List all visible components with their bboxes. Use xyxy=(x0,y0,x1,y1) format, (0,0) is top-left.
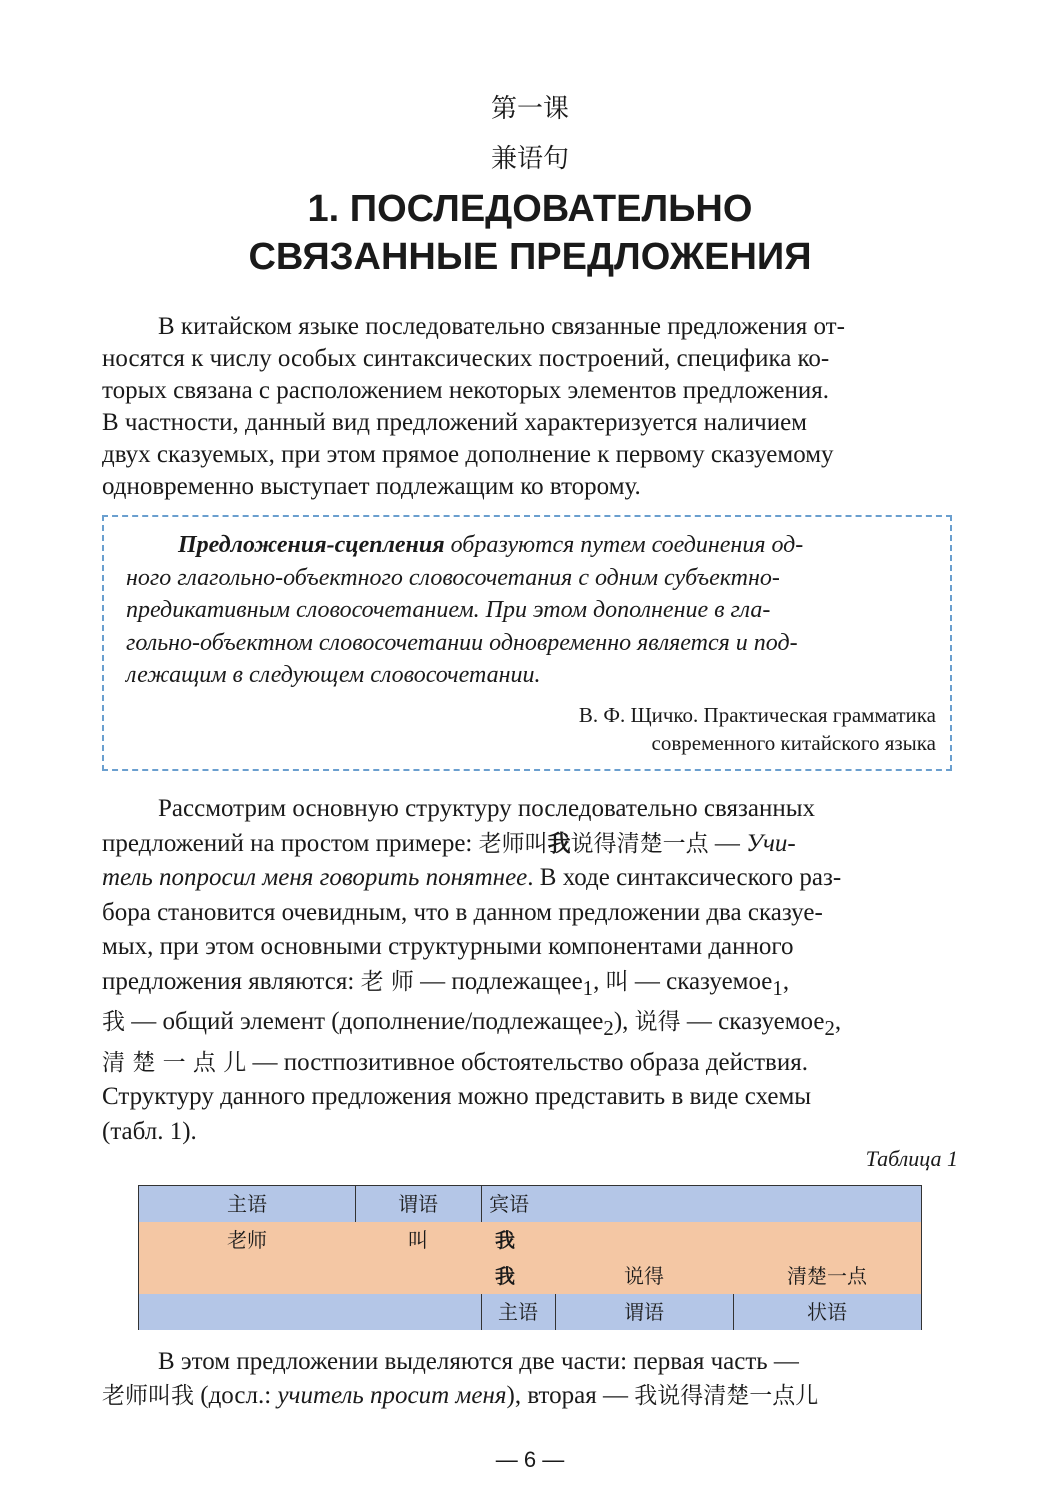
chinese-example: 我说得清楚一点儿 xyxy=(634,1383,819,1409)
analysis-line: Структуру данного предложения можно представить в виде схемы xyxy=(102,1083,812,1110)
text-span: предложений на простом примере: xyxy=(102,829,479,857)
subscript: 2 xyxy=(603,1016,614,1040)
table-cell: 叫 xyxy=(408,1228,428,1252)
structure-table xyxy=(138,1185,922,1330)
analysis-line xyxy=(102,965,958,1006)
quote-line-rest: образуются путем соединения од- xyxy=(444,532,804,558)
chinese-term: 叫 xyxy=(605,968,629,995)
page-number: — 6 — xyxy=(495,1447,565,1472)
table-cell: 我 xyxy=(495,1228,515,1252)
text-span: , xyxy=(593,967,606,995)
quote-text xyxy=(126,529,932,692)
table-caption: Таблица 1 xyxy=(865,1146,958,1171)
table-cell: 我 xyxy=(495,1264,515,1288)
subscript: 2 xyxy=(824,1016,835,1040)
quote-source xyxy=(579,701,936,757)
chinese-term: 我 xyxy=(102,1009,125,1035)
text-span: , xyxy=(782,967,790,995)
subscript: 1 xyxy=(772,975,783,1000)
analysis-line: (табл. 1). xyxy=(102,1117,197,1145)
chinese-example: 老师叫我 xyxy=(102,1383,194,1409)
text-span: ), вторая — xyxy=(506,1382,635,1409)
lesson-heading: 第一课 xyxy=(490,94,569,124)
closing-paragraph xyxy=(102,1345,958,1413)
closing-line: В этом предложении выделяются две части: первая часть — xyxy=(158,1348,799,1375)
text-span: — сказуемое xyxy=(680,1008,825,1035)
table-header-cell: 宾语 xyxy=(489,1192,529,1216)
table-cell: 老师 xyxy=(227,1228,267,1252)
title-line-1: 1. ПОСЛЕДОВАТЕЛЬНО xyxy=(307,188,753,230)
table-divider xyxy=(481,1186,482,1222)
intro-paragraph xyxy=(102,311,958,503)
quote-line: лежащим в следующем словосочетании. xyxy=(126,662,541,688)
table-header-cell: 谓语 xyxy=(398,1192,438,1216)
table-footer-cell: 谓语 xyxy=(624,1300,664,1324)
intro-line: В частности, данный вид предложений характеризуется наличием xyxy=(102,409,808,436)
intro-line: торых связана с расположением некоторых элементов предложения. xyxy=(102,377,830,404)
translation-italic: тель попросил меня говорить понятнее xyxy=(102,864,528,891)
analysis-line: мых, при этом основными структурными компонентами данного xyxy=(102,933,794,960)
text-span: — сказуемое xyxy=(628,967,773,995)
source-line: В. Ф. Щичко. Практическая грамматика xyxy=(578,703,936,727)
text-span: ), xyxy=(613,1008,635,1035)
translation-italic: Учи- xyxy=(746,829,796,857)
closing-line xyxy=(102,1379,958,1413)
text-span: предложения являются: xyxy=(102,967,361,995)
analysis-line: Рассмотрим основную структуру последовательно связанных xyxy=(158,795,816,822)
intro-line: одновременно выступает подлежащим ко второму. xyxy=(102,473,641,500)
text-span: . В ходе синтаксического раз- xyxy=(527,864,842,891)
chinese-example: 说得清楚一点 xyxy=(570,830,709,857)
topic-heading: 兼语句 xyxy=(490,144,569,174)
title-line-2: СВЯЗАННЫЕ ПРЕДЛОЖЕНИЯ xyxy=(248,236,812,278)
analysis-line xyxy=(102,1046,958,1081)
source-line: современного китайского языка xyxy=(651,731,936,755)
table-cell: 说得 xyxy=(624,1264,664,1288)
text-span: , xyxy=(834,1008,842,1035)
chinese-example: 老师叫 xyxy=(478,830,548,857)
quote-line: гольно-объектном словосочетании одновременно является и под- xyxy=(126,629,798,656)
chinese-term: 老 师 xyxy=(360,968,414,995)
text-span: — xyxy=(708,829,747,857)
text-span: (досл.: xyxy=(194,1382,278,1409)
definition-quote-box xyxy=(102,515,952,771)
quote-line xyxy=(126,529,932,562)
intro-line: В китайском языке последовательно связанные предложения от- xyxy=(158,313,845,340)
analysis-line xyxy=(102,861,958,896)
chinese-example-bold: 我 xyxy=(547,830,571,857)
translation-italic: учитель просит меня xyxy=(277,1382,507,1409)
table-header-cell: 主语 xyxy=(227,1192,267,1216)
analysis-line: бора становится очевидным, что в данном предложении два сказуе- xyxy=(102,898,823,926)
text-span: — подлежащее xyxy=(413,967,583,995)
chinese-term: 清 楚 一 点 儿 xyxy=(102,1049,247,1076)
analysis-line xyxy=(102,827,958,862)
analysis-paragraph xyxy=(102,792,958,1149)
analysis-line xyxy=(102,1005,958,1046)
page-title xyxy=(0,185,1060,281)
chinese-term: 说得 xyxy=(634,1009,681,1035)
table-cell: 清楚一点 xyxy=(787,1264,867,1288)
quote-line: ного глагольно-объектного словосочетания с одним субъектно- xyxy=(126,564,780,591)
table-footer-cell: 主语 xyxy=(498,1300,538,1324)
text-span: — постпозитивное обстоятельство образа действия. xyxy=(246,1048,808,1076)
quote-line: предикативным словосочетанием. При этом дополнение в гла- xyxy=(126,597,771,623)
text-span: — общий элемент (дополнение/подлежащее xyxy=(125,1008,604,1035)
intro-line: носятся к числу особых синтаксических построений, специфика ко- xyxy=(102,345,830,372)
table-footer-cell: 状语 xyxy=(807,1300,847,1324)
subscript: 1 xyxy=(582,975,594,1000)
quote-term: Предложения-сцепления xyxy=(178,532,445,558)
intro-line: двух сказуемых, при этом прямое дополнение к первому сказуемому xyxy=(102,441,834,468)
